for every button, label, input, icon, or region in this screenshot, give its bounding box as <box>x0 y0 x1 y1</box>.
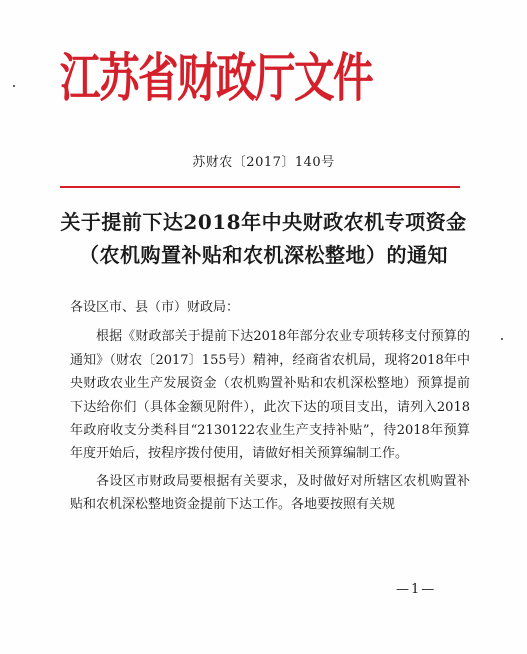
body-paragraph-2: 各设区市财政局要根据有关要求，及时做好对所辖区农机购置补贴和农机深松整地资金提前下达工作。各地要按照有关规 <box>70 473 470 513</box>
body-paragraph-1: 根据《财政部关于提前下达2018年部分农业专项转移支付预算的通知》（财农〔2017〕155号）精神，经商省农机局，现将2018年中央财政农业生产发展资金（农机购置补贴和农机深松整地）预算提前下达给你们（具体金额见附件），此次下达的项目支出，请列入2018年政府收支分类科目“2130122农业生产支持补贴”，待2018年预算年度开始后，按程序拨付使用，请做好相关预算编制工作。 <box>70 329 470 462</box>
page-number: —1— <box>396 582 437 597</box>
document-masthead: 江苏省财政厅文件 <box>60 48 373 109</box>
document-title-line-2: （农机购置补贴和农机深松整地）的通知 <box>79 243 448 267</box>
scan-speck <box>501 338 503 340</box>
document-title-line-1: 关于提前下达2018年中央财政农机专项资金 <box>60 210 467 234</box>
red-separator-line <box>60 186 460 188</box>
scan-speck <box>13 85 15 87</box>
salutation: 各设区市、县（市）财政局： <box>70 300 240 315</box>
document-number: 苏财农〔2017〕140号 <box>192 155 335 170</box>
document-body <box>70 296 470 517</box>
